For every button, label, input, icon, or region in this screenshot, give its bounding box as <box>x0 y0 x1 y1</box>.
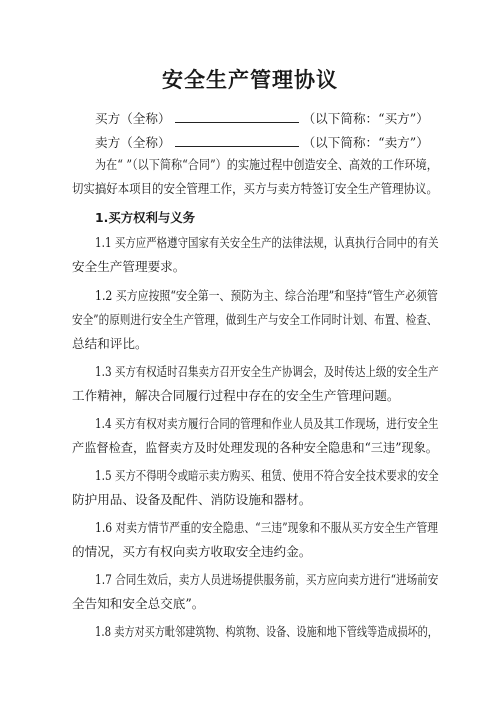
intro-line: 切实搞好本项目的安全管理工作，买方与卖方特签订安全生产管理协议。 <box>72 181 438 196</box>
buyer-name-blank <box>175 110 299 123</box>
clause-line: 1.7 合同生效后，卖方人员进场提供服务前，买方应向卖方进行“进场前安 <box>95 572 439 587</box>
clause-line: 1.2 买方应按照“安全第一、预防为主、综合治理”和坚持“管生产必须管 <box>95 288 438 303</box>
buyer-label: 买方（全称） <box>95 111 171 126</box>
buyer-line <box>95 110 429 127</box>
section-heading: 1.买方权利与义务 <box>95 210 196 225</box>
clause-line: 产监督检查，监督卖方及时处理发现的各种安全隐患和“三违”现象。 <box>72 440 439 455</box>
clause-line: 1.8 卖方对买方毗邻建筑物、构筑物、设备、设施和地下管线等造成损坏的， <box>95 624 438 639</box>
document-title: 安全生产管理协议 <box>162 68 338 92</box>
seller-note: （以下简称：“卖方”） <box>302 135 429 150</box>
clause-line: 工作精神，解决合同履行过程中存在的安全生产管理问题。 <box>72 388 400 403</box>
clause-line: 总结和评比。 <box>72 336 148 351</box>
clause-line: 安全”的原则进行安全生产管理，做到生产与安全工作同时计划、布置、检查、 <box>72 312 438 327</box>
clause-line: 1.4 买方有权对卖方履行合同的管理和作业人员及其工作现场，进行安全生 <box>95 416 439 431</box>
clause-line: 的情况，买方有权向卖方收取安全违约金。 <box>72 544 312 559</box>
intro-line: 为在“ ”（以下简称“合同”）的实施过程中创造安全、高效的工作环境， <box>95 157 438 172</box>
seller-name-blank <box>175 134 299 147</box>
clause-line: 1.5 买方不得明令或暗示卖方购买、租赁、使用不符合安全技术要求的安全 <box>95 468 439 483</box>
clause-line: 1.6 对卖方情节严重的安全隐患、“三违”现象和不服从买方安全生产管理 <box>95 520 439 535</box>
buyer-note: （以下简称：“买方”） <box>302 111 429 126</box>
clause-line: 1.1 买方应严格遵守国家有关安全生产的法律法规，认真执行合同中的有关 <box>95 235 439 250</box>
clause-line: 防护用品、设备及配件、消防设施和器材。 <box>72 492 312 507</box>
seller-label: 卖方（全称） <box>95 135 171 150</box>
seller-line <box>95 134 429 151</box>
clause-line: 1.3 买方有权适时召集卖方召开安全生产协调会，及时传达上级的安全生产 <box>95 364 439 379</box>
clause-line: 全告知和安全总交底”。 <box>72 596 205 611</box>
clause-line: 安全生产管理要求。 <box>72 259 186 274</box>
